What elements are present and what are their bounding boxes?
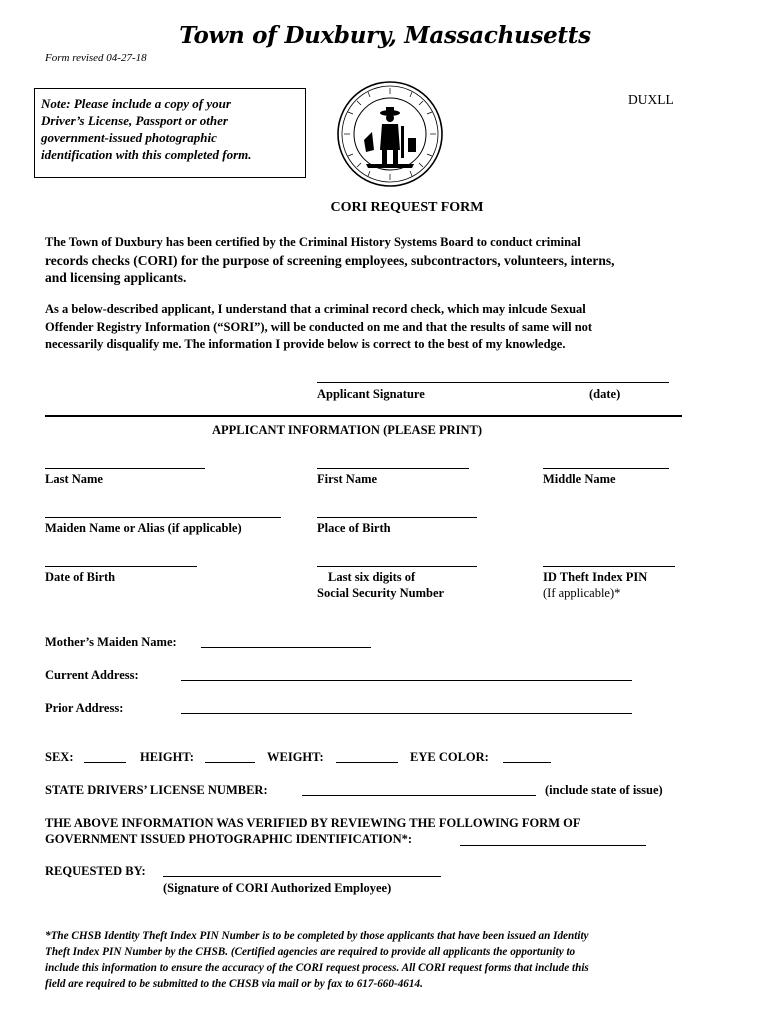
current-address-line[interactable] (181, 680, 632, 681)
verified-id-line[interactable] (460, 845, 646, 846)
requested-by-label: REQUESTED BY: (45, 864, 146, 878)
form-title: CORI REQUEST FORM (330, 200, 484, 215)
consent-line: necessarily disqualify me. The information I provide below is correct to the best of my knowledge. (45, 337, 566, 351)
first-name-line[interactable] (317, 468, 469, 469)
mothers-maiden-label: Mother’s Maiden Name: (45, 635, 177, 649)
signature-line[interactable] (317, 382, 669, 383)
consent-line: Offender Registry Information (“SORI”), will be conducted on me and that the results of same will not (45, 319, 593, 334)
intro-line: and licensing applicants. (45, 270, 187, 285)
place-of-birth-line[interactable] (317, 517, 477, 518)
license-line[interactable] (302, 795, 536, 796)
sex-label: SEX: (45, 750, 74, 764)
consent-paragraph (45, 301, 680, 354)
middle-name-label: Middle Name (543, 472, 616, 486)
sex-line[interactable] (84, 762, 126, 763)
town-title: Town of Duxbury, Massachusetts (179, 22, 591, 49)
footnote-line: Theft Index PIN Number by the CHSB. (Certified agencies are required to provide all applicants the opportunity to (45, 946, 576, 958)
id-theft-pin-line[interactable] (543, 566, 675, 567)
maiden-name-label: Maiden Name or Alias (if applicable) (45, 521, 242, 535)
maiden-name-line[interactable] (45, 517, 281, 518)
intro-line: The Town of Duxbury has been certified by the Criminal History Systems Board to conduct criminal (45, 235, 581, 249)
last-name-label: Last Name (45, 472, 103, 486)
height-label: HEIGHT: (140, 750, 194, 764)
verified-line-1: THE ABOVE INFORMATION WAS VERIFIED BY REVIEWING THE FOLLOWING FORM OF (45, 816, 581, 830)
consent-line: As a below-described applicant, I understand that a criminal record check, which may inlcude Sexual (45, 302, 586, 316)
license-note: (include state of issue) (545, 783, 663, 797)
footnote-line: *The CHSB Identity Theft Index PIN Number is to be completed by those applicants that have been issued an Identity (45, 930, 589, 942)
id-note-box (34, 88, 306, 178)
license-label: STATE DRIVERS’ LICENSE NUMBER: (45, 783, 268, 797)
intro-paragraph (45, 234, 680, 287)
signature-date-label: (date) (589, 387, 621, 401)
note-line: government-issued photographic (41, 130, 217, 145)
note-line: Driver’s License, Passport or other (41, 113, 228, 128)
form-code: DUXLL (628, 92, 674, 107)
intro-line: records checks (CORI) for the purpose of screening employees, subcontractors, volunteers, interns, (45, 252, 615, 268)
weight-label: WEIGHT: (267, 750, 324, 764)
footnote-line: field are required to be submitted to the CHSB via mail or by fax to 617-660-4614. (45, 978, 423, 990)
town-seal-icon (336, 80, 444, 188)
height-line[interactable] (205, 762, 255, 763)
ssn-label-2: Social Security Number (317, 586, 445, 600)
requested-by-line[interactable] (163, 876, 441, 877)
section-divider (45, 415, 682, 417)
first-name-label: First Name (317, 472, 378, 486)
prior-address-line[interactable] (181, 713, 632, 714)
footnote-line: include this information to ensure the accuracy of the CORI request process. All CORI request forms that include this (45, 962, 589, 974)
date-of-birth-label: Date of Birth (45, 570, 116, 584)
note-line: identification with this completed form. (41, 147, 252, 162)
id-theft-pin-label: ID Theft Index PIN (543, 570, 648, 584)
middle-name-line[interactable] (543, 468, 669, 469)
form-revised-date: Form revised 04-27-18 (45, 52, 147, 64)
section-title: APPLICANT INFORMATION (PLEASE PRINT) (212, 423, 483, 437)
prior-address-label: Prior Address: (45, 701, 124, 715)
place-of-birth-label: Place of Birth (317, 521, 391, 535)
last-name-line[interactable] (45, 468, 205, 469)
applicant-signature-label: Applicant Signature (317, 387, 425, 401)
weight-line[interactable] (336, 762, 398, 763)
date-of-birth-line[interactable] (45, 566, 197, 567)
mothers-maiden-line[interactable] (201, 647, 371, 648)
verified-line-2: GOVERNMENT ISSUED PHOTOGRAPHIC IDENTIFICATION*: (45, 832, 413, 846)
eye-color-label: EYE COLOR: (410, 750, 489, 764)
eye-color-line[interactable] (503, 762, 551, 763)
note-line: Note: Please include a copy of your (41, 96, 231, 111)
ssn-label-1: Last six digits of (328, 570, 416, 584)
ssn-line[interactable] (317, 566, 477, 567)
footnote (45, 928, 685, 992)
id-theft-pin-note: (If applicable)* (543, 586, 621, 600)
current-address-label: Current Address: (45, 668, 139, 682)
requested-by-sublabel: (Signature of CORI Authorized Employee) (163, 881, 392, 895)
